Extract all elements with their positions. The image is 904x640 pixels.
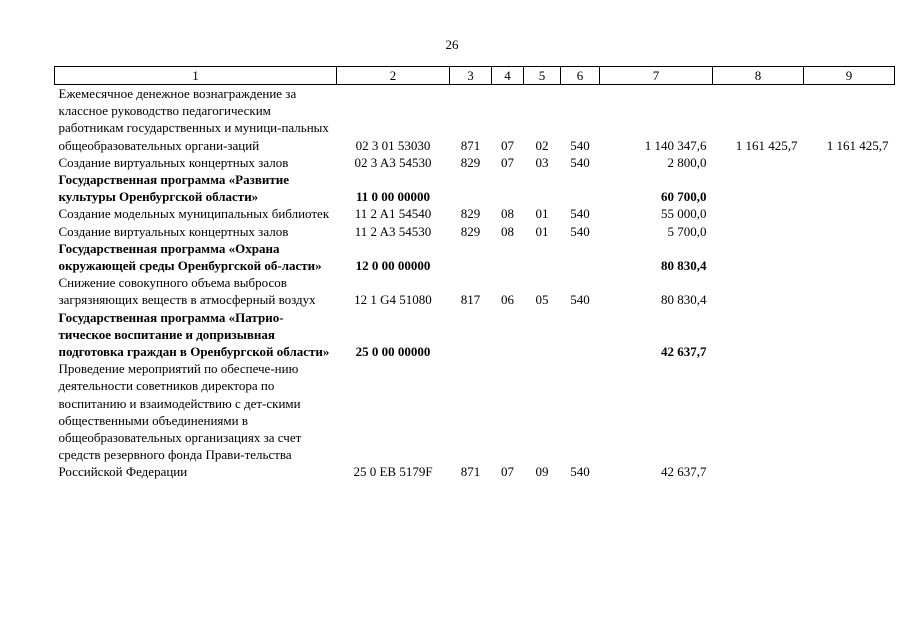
budget-table (54, 66, 895, 481)
budget-code: 11 0 00 00000 (355, 189, 431, 205)
cell-col6 (561, 309, 600, 361)
cell-col6: 540 (570, 223, 590, 239)
budget-code: 25 0 EB 5179F (353, 464, 433, 480)
budget-code: 12 0 00 00000 (355, 258, 431, 274)
cell-col6 (561, 240, 600, 274)
cell-col4: 08 (501, 206, 514, 222)
table-row (55, 223, 895, 240)
column-header: 1 (55, 67, 337, 85)
cell-col5: 01 (535, 223, 549, 239)
amount-col8 (713, 205, 804, 222)
amount-col9 (804, 223, 895, 240)
amount-col7: 1 140 347,6 (644, 137, 707, 153)
cell-col3: 829 (460, 223, 481, 239)
item-name: Проведение мероприятий по обеспече-нию деятельности советников директора по воспитанию и взаимодействию с дет-скими общественными объединениями в общеобразовательных организациях за счет средств резервного фонда Прави-тельства Российской Федерации (58, 361, 302, 480)
cell-col4: 08 (501, 223, 514, 239)
cell-col3 (450, 171, 492, 205)
cell-col3: 871 (460, 137, 481, 153)
cell-col5 (524, 240, 561, 274)
cell-col5: 09 (535, 464, 549, 480)
budget-code: 02 3 01 53030 (355, 137, 431, 153)
column-header: 9 (804, 67, 895, 85)
table-row (55, 360, 895, 480)
budget-code: 11 2 A1 54540 (354, 206, 432, 222)
cell-col5: 05 (535, 292, 549, 308)
amount-col8 (713, 171, 804, 205)
amount-col7: 55 000,0 (661, 206, 707, 222)
amount-col9: 1 161 425,7 (826, 137, 889, 153)
table-row (55, 205, 895, 222)
amount-col8 (713, 154, 804, 171)
column-header: 6 (561, 67, 600, 85)
column-header: 8 (713, 67, 804, 85)
table-row (55, 85, 895, 154)
column-header: 3 (450, 67, 492, 85)
cell-col4: 07 (501, 464, 514, 480)
column-header: 5 (524, 67, 561, 85)
item-name: Снижение совокупного объема выбросов загрязняющих веществ в атмосферный воздух (58, 275, 316, 308)
item-name: Создание виртуальных концертных залов (58, 154, 289, 170)
table-row (55, 240, 895, 274)
item-name: Ежемесячное денежное вознаграждение за классное руководство педагогическим работникам государственных и муници-пальных общеобразовательных органи-заций (58, 86, 329, 153)
item-name: Государственная программа «Развитие культуры Оренбургской области» (58, 172, 289, 205)
page-number: 26 (445, 37, 459, 52)
budget-code: 02 3 A3 54530 (354, 154, 432, 170)
cell-col3: 817 (460, 292, 481, 308)
amount-col8: 1 161 425,7 (735, 137, 798, 153)
amount-col9 (804, 171, 895, 205)
amount-col7: 80 830,4 (661, 258, 707, 274)
budget-code: 12 1 G4 51080 (354, 292, 432, 308)
table-row (55, 309, 895, 361)
amount-col9 (804, 309, 895, 361)
cell-col4 (492, 240, 524, 274)
cell-col4 (492, 309, 524, 361)
amount-col9 (804, 360, 895, 480)
cell-col5: 02 (535, 137, 549, 153)
amount-col7: 42 637,7 (661, 344, 707, 360)
amount-col8 (713, 274, 804, 308)
cell-col6 (561, 171, 600, 205)
cell-col3: 829 (460, 154, 481, 170)
budget-code: 11 2 A3 54530 (354, 223, 432, 239)
cell-col4: 07 (501, 137, 514, 153)
column-header: 7 (600, 67, 713, 85)
table-row (55, 274, 895, 308)
item-name: Создание виртуальных концертных залов (58, 223, 289, 239)
cell-col6: 540 (570, 292, 590, 308)
amount-col9 (804, 240, 895, 274)
amount-col8 (713, 240, 804, 274)
amount-col9 (804, 154, 895, 171)
column-header: 2 (337, 67, 450, 85)
cell-col6: 540 (570, 137, 590, 153)
cell-col4: 06 (501, 292, 514, 308)
cell-col4 (492, 171, 524, 205)
cell-col3: 871 (460, 464, 481, 480)
budget-code: 25 0 00 00000 (355, 344, 431, 360)
cell-col5: 03 (535, 154, 549, 170)
amount-col8 (713, 223, 804, 240)
amount-col7: 80 830,4 (661, 292, 707, 308)
amount-col8 (713, 309, 804, 361)
amount-col9 (804, 205, 895, 222)
table-row (55, 154, 895, 171)
amount-col7: 60 700,0 (661, 189, 707, 205)
item-name: Государственная программа «Патрио-тическое воспитание и допризывная подготовка граждан в Оренбургской области» (58, 309, 330, 360)
table-row (55, 171, 895, 205)
column-header: 4 (492, 67, 524, 85)
cell-col4: 07 (501, 154, 514, 170)
cell-col3 (450, 309, 492, 361)
cell-col3 (450, 240, 492, 274)
cell-col3: 829 (460, 206, 481, 222)
cell-col5: 01 (535, 206, 549, 222)
amount-col7: 42 637,7 (661, 464, 707, 480)
cell-col6: 540 (570, 154, 590, 170)
cell-col6: 540 (570, 206, 590, 222)
table-header-row (55, 67, 895, 85)
cell-col5 (524, 309, 561, 361)
amount-col8 (713, 360, 804, 480)
cell-col6: 540 (570, 464, 590, 480)
amount-col7: 2 800,0 (667, 154, 707, 170)
item-name: Государственная программа «Охрана окружающей среды Оренбургской об-ласти» (58, 240, 322, 274)
amount-col7: 5 700,0 (667, 223, 707, 239)
cell-col5 (524, 171, 561, 205)
item-name: Создание модельных муниципальных библиотек (58, 206, 330, 222)
amount-col9 (804, 274, 895, 308)
